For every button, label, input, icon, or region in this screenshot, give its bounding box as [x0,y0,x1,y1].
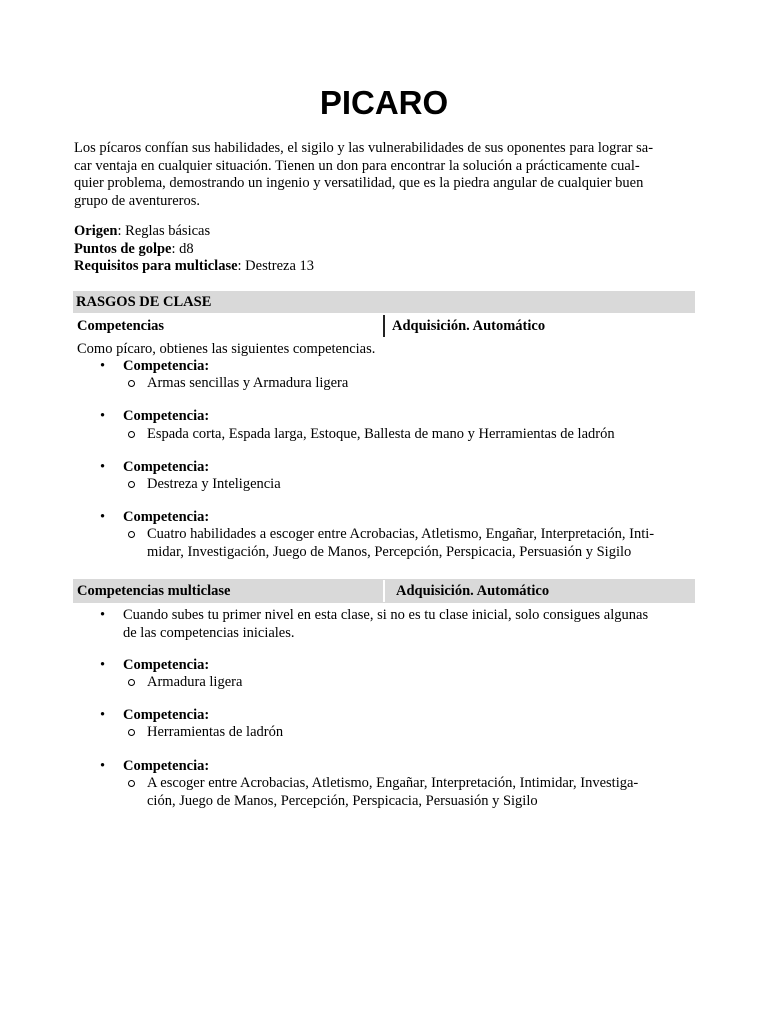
competencias-acquisition: Adquisición. Automático [392,318,546,334]
multiclase-note-line: Cuando subes tu primer nivel en esta clase, si no es tu clase inicial, solo consigues algunas [123,607,649,623]
competencias-lead: Como pícaro, obtienes las siguientes competencias. [77,341,376,357]
competencia-label: Competencia: [123,707,210,723]
intro-line: car ventaja en cualquier situación. Tienen un don para encontrar la solución a prácticamente cual- [74,157,640,174]
competencia-label: Competencia: [123,358,210,374]
competencia-value: Destreza y Inteligencia [147,476,281,492]
competencia-value-line: ción, Juego de Manos, Percepción, Perspicacia, Persuasión y Sigilo [147,792,538,809]
bullet-icon: • [100,758,106,774]
competencia-label: Competencia: [123,758,210,774]
section-header: RASGOS DE CLASE [76,294,212,310]
meta-multi-label: Requisitos para multiclase [74,258,238,274]
multiclase-acquisition: Adquisición. Automático [396,583,550,599]
intro-paragraph [74,140,696,210]
meta-golpe [74,241,314,259]
circle-bullet-icon [128,679,135,686]
bullet-icon: • [100,509,106,525]
column-divider [383,580,385,602]
multiclase-row [73,579,695,603]
competencia-value-line: Cuatro habilidades a escoger entre Acrobacias, Atletismo, Engañar, Interpretación, Inti- [147,526,655,542]
competencia-value [147,775,697,810]
bullet-icon: • [100,408,106,424]
competencia-label: Competencia: [123,509,210,525]
bullet-icon: • [100,358,106,374]
competencias-row [73,314,695,338]
meta-golpe-label: Puntos de golpe [74,240,172,257]
circle-bullet-icon [128,729,135,736]
intro-line: quier problema, demostrando un ingenio y versatilidad, que es la piedra angular de cualquier buen [74,175,644,191]
competencia-label: Competencia: [123,459,210,475]
competencia-value: Herramientas de ladrón [147,724,284,740]
competencia-label: Competencia: [123,408,210,424]
section-header-bar [73,291,695,313]
bullet-icon: • [100,657,106,673]
multiclase-note-line: de las competencias iniciales. [123,624,295,641]
meta-origen-value: : Reglas básicas [117,223,211,239]
circle-bullet-icon [128,481,135,488]
intro-line: Los pícaros confían sus habilidades, el sigilo y las vulnerabilidades de sus oponentes para lograr sa- [74,140,654,156]
competencia-value-line: A escoger entre Acrobacias, Atletismo, Engañar, Interpretación, Intimidar, Investiga- [147,775,639,791]
circle-bullet-icon [128,380,135,387]
page-title: PICARO [319,84,449,121]
competencia-label: Competencia: [123,657,210,673]
meta-multiclase [74,258,314,276]
circle-bullet-icon [128,780,135,787]
meta-origen [74,223,314,241]
column-divider [383,315,385,337]
circle-bullet-icon [128,431,135,438]
competencia-value [147,526,697,561]
meta-golpe-value: : d8 [171,240,194,257]
meta-multi-value: : Destreza 13 [237,258,315,274]
competencia-value: Armas sencillas y Armadura ligera [147,375,349,391]
bullet-icon: • [100,459,106,475]
meta-origen-label: Origen [74,223,118,239]
competencia-value: Armadura ligera [147,674,243,690]
competencias-title: Competencias [77,318,164,334]
competencia-value-line: midar, Investigación, Juego de Manos, Percepción, Perspicacia, Persuasión y Sigilo [147,543,632,560]
bullet-icon: • [100,707,106,723]
intro-line: grupo de aventureros. [74,192,201,209]
competencia-value: Espada corta, Espada larga, Estoque, Ballesta de mano y Herramientas de ladrón [147,426,615,442]
class-meta [74,223,314,276]
circle-bullet-icon [128,531,135,538]
bullet-icon: • [100,607,106,623]
multiclase-title: Competencias multiclase [77,583,231,599]
